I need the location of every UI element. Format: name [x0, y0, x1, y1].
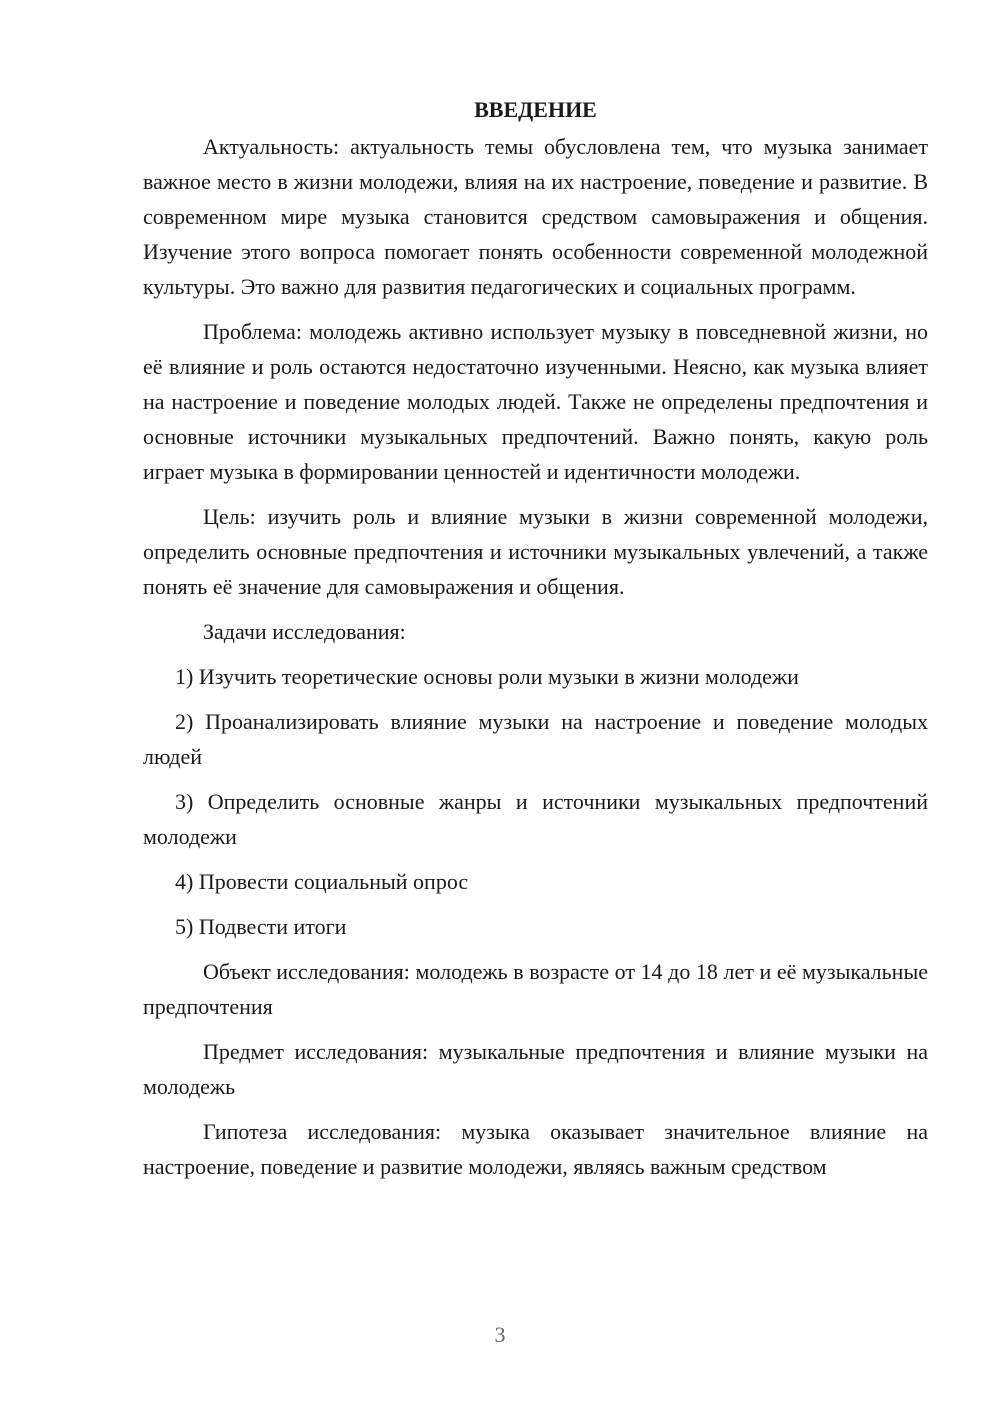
paragraph-hypothesis: Гипотеза исследования: музыка оказывает значительное влияние на настроение, поведение и развитие молодежи, являясь важным средством — [143, 1119, 928, 1179]
task-item: 5) Подвести итоги — [175, 914, 347, 939]
page-number: 3 — [494, 1322, 506, 1347]
document-page — [143, 92, 928, 1194]
task-item: 2) Проанализировать влияние музыки на настроение и поведение молодых людей — [143, 709, 928, 769]
task-item: 1) Изучить теоретические основы роли музыки в жизни молодежи — [175, 664, 799, 689]
paragraph-object: Объект исследования: молодежь в возрасте от 14 до 18 лет и её музыкальные предпочтения — [143, 959, 928, 1019]
paragraph-goal: Цель: изучить роль и влияние музыки в жизни современной молодежи, определить основные предпочтения и источники музыкальных увлечений, а также понять её значение для самовыражения и общения. — [143, 504, 928, 599]
tasks-heading: Задачи исследования: — [203, 619, 406, 644]
paragraph-subject: Предмет исследования: музыкальные предпочтения и влияние музыки на молодежь — [143, 1039, 928, 1099]
task-item: 4) Провести социальный опрос — [175, 869, 469, 894]
page-title: ВВЕДЕНИЕ — [474, 97, 597, 122]
paragraph-relevance: Актуальность: актуальность темы обусловлена тем, что музыка занимает важное место в жизни молодежи, влияя на их настроение, поведение и развитие. В современном мире музыка становится средством самовыражения и общения. Изучение этого вопроса помогает понять особенности современной молодежной культуры. Это важно для развития педагогических и социальных программ. — [143, 134, 928, 299]
paragraph-problem: Проблема: молодежь активно использует музыку в повседневной жизни, но её влияние и роль остаются недостаточно изученными. Неясно, как музыка влияет на настроение и поведение молодых людей. Также не определены предпочтения и основные источники музыкальных предпочтений. Важно понять, какую роль играет музыка в формировании ценностей и идентичности молодежи. — [143, 319, 928, 484]
task-item: 3) Определить основные жанры и источники музыкальных предпочтений молодежи — [143, 789, 928, 849]
